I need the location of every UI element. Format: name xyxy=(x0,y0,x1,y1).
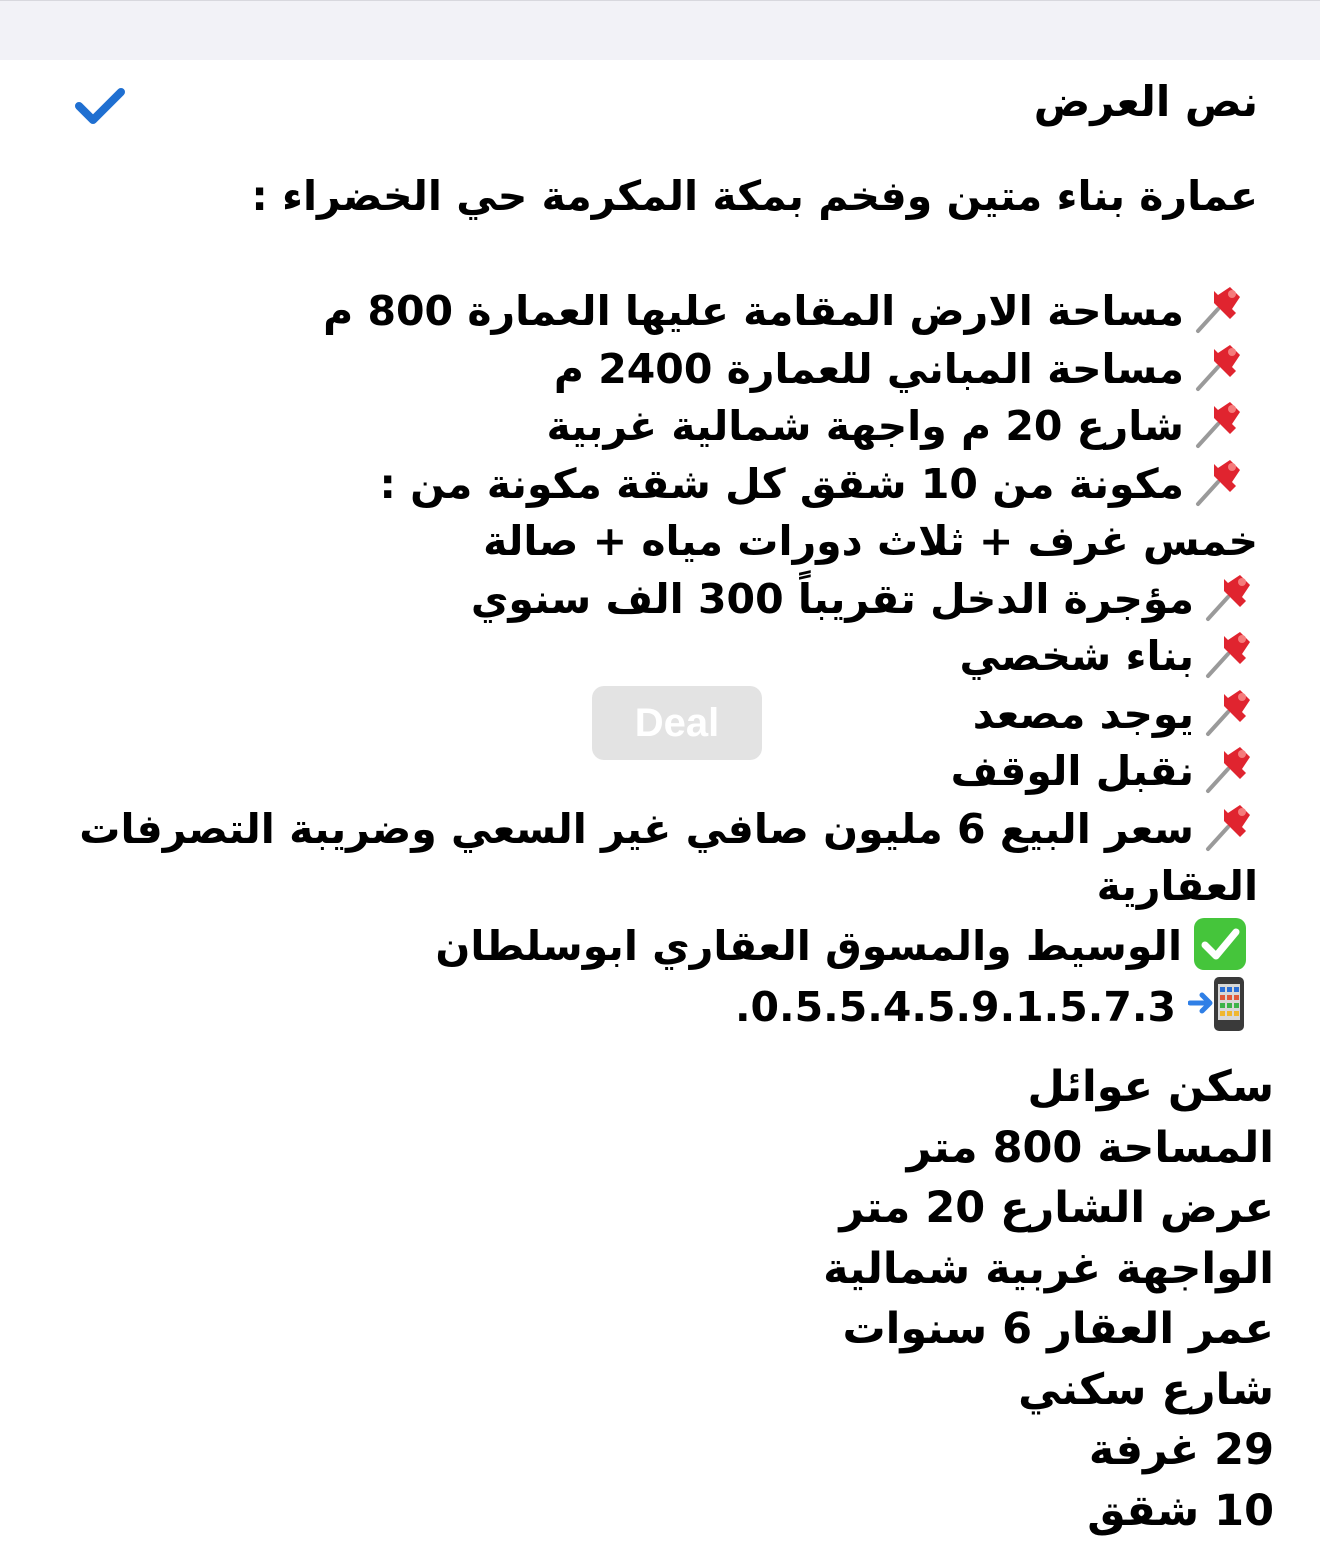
feature-line xyxy=(58,628,1258,686)
broker-text: الوسيط والمسوق العقاري ابوسلطان xyxy=(435,922,1182,970)
summary-line: 10 شقق xyxy=(823,1481,1274,1541)
apartment-details: خمس غرف + ثلاث دورات مياه + صالة xyxy=(58,513,1258,571)
feature-line xyxy=(58,686,1258,744)
feature-line xyxy=(58,341,1258,399)
feature-line xyxy=(58,398,1258,456)
summary-line: عرض الشارع 20 متر xyxy=(823,1178,1274,1239)
pushpin-icon xyxy=(1202,573,1258,623)
feature-text: نقبل الوقف xyxy=(951,747,1194,795)
feature-line xyxy=(58,456,1258,514)
page-title: نص العرض xyxy=(1034,72,1258,132)
feature-text: مساحة المباني للعمارة 2400 م xyxy=(554,345,1184,393)
feature-line xyxy=(58,801,1258,916)
feature-text: بناء شخصي xyxy=(959,632,1194,680)
pushpin-icon xyxy=(1202,803,1258,853)
pushpin-icon xyxy=(1202,688,1258,738)
summary-line: 29 غرفة xyxy=(823,1420,1274,1481)
broker-line xyxy=(58,916,1258,976)
checkmark-icon[interactable] xyxy=(74,84,126,128)
summary-line: الواجهة غربية شمالية xyxy=(823,1239,1274,1300)
feature-text: مؤجرة الدخل تقريباً 300 الف سنوي xyxy=(471,575,1194,623)
mobile-phone-arrow-icon xyxy=(1188,975,1248,1033)
watermark-logo: Deal xyxy=(592,686,762,760)
blank-line xyxy=(58,226,1258,284)
summary-line: عمر العقار 6 سنوات xyxy=(823,1299,1274,1360)
pushpin-icon xyxy=(1192,458,1248,508)
feature-text: مساحة الارض المقامة عليها العمارة 800 م xyxy=(323,287,1184,335)
phone-number: 0.5.5.4.5.9.1.5.7.3. xyxy=(735,983,1176,1031)
summary-line: المساحة 800 متر xyxy=(823,1118,1274,1179)
feature-text: شارع 20 م واجهة شمالية غربية xyxy=(546,402,1184,450)
feature-line xyxy=(58,283,1258,341)
summary-line: سكن عوائل xyxy=(823,1057,1274,1118)
pushpin-icon xyxy=(1202,630,1258,680)
feature-text: سعر البيع 6 مليون صافي غير السعي وضريبة التصرفات العقارية xyxy=(79,805,1258,911)
top-bar xyxy=(0,0,1320,60)
summary-text[interactable] xyxy=(823,1057,1274,1541)
pushpin-icon xyxy=(1192,343,1248,393)
feature-line xyxy=(58,571,1258,629)
check-box-icon xyxy=(1192,916,1248,972)
pushpin-icon xyxy=(1192,285,1248,335)
feature-line xyxy=(58,743,1258,801)
summary-line: شارع سكني xyxy=(823,1360,1274,1421)
listing-text[interactable] xyxy=(58,168,1258,1037)
pushpin-icon xyxy=(1202,745,1258,795)
listing-headline: عمارة بناء متين وفخم بمكة المكرمة حي الخضراء : xyxy=(58,168,1258,226)
feature-text: مكونة من 10 شقق كل شقة مكونة من : xyxy=(379,460,1184,508)
feature-text: يوجد مصعد xyxy=(973,690,1194,738)
pushpin-icon xyxy=(1192,400,1248,450)
phone-line xyxy=(58,975,1258,1037)
